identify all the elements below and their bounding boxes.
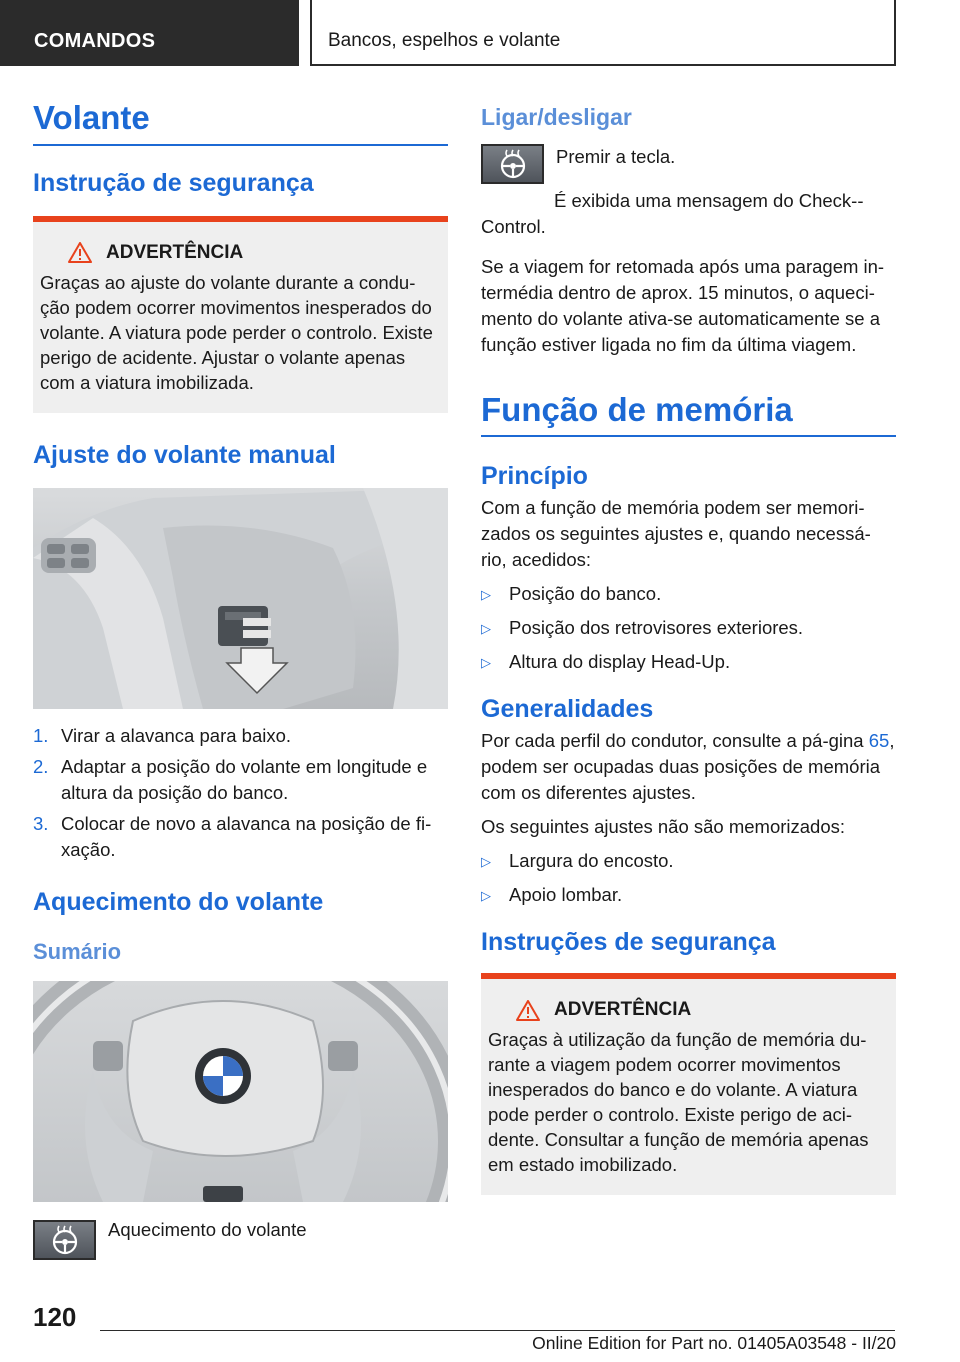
heating-heading: Aquecimento do volante [33, 887, 324, 916]
steering-wheel-image [33, 981, 448, 1202]
principle-list [481, 581, 896, 676]
bullet-triangle-icon: ▷ [481, 587, 491, 603]
warning-box-1 [33, 216, 448, 413]
principle-text: Com a função de memória podem ser memori-zados os seguintes ajustes e, quando necessá-rio, acedidos: [481, 497, 871, 571]
list-item: ▷ Posição do banco. [481, 581, 896, 608]
not-saved-text: Os seguintes ajustes não são memorizados: [481, 816, 846, 838]
warning-label-1: ADVERTÊNCIA [106, 241, 244, 263]
bullet-triangle-icon: ▷ [481, 888, 491, 904]
resume-text: Se a viagem for retomada após uma paragem in-termédia dentro de aprox. 15 minutos, o aqueci-mento do volante ativa-se automaticamente se a função estiver ligada no fim da última viagem. [481, 255, 885, 355]
onoff-instruction [481, 144, 896, 184]
safety-heading: Instrução de segurança [33, 168, 314, 197]
bullet-triangle-icon: ▷ [481, 621, 491, 637]
bullet-triangle-icon: ▷ [481, 854, 491, 870]
onoff-heading: Ligar/desligar [481, 104, 632, 130]
safety2-heading: Instruções de segurança [481, 928, 776, 957]
manual-adjust-heading: Ajuste do volante manual [33, 440, 336, 469]
check-control-text: É exibida uma mensagem do Check--Control. [481, 189, 864, 237]
warning-triangle-icon [516, 1000, 540, 1021]
page-number: 120 [33, 1302, 77, 1332]
steering-heating-button-icon [33, 1220, 96, 1260]
list-item: ▷ Altura do display Head-Up. [481, 649, 896, 676]
general-heading: Generalidades [481, 695, 654, 724]
header-section: COMANDOS [0, 0, 299, 66]
step-item: 3. Colocar de novo a alavanca na posição de fi-xação. [33, 812, 432, 860]
page-title-volante: Volante [33, 98, 448, 146]
left-column [33, 98, 448, 1260]
press-key-text: Premir a tecla. [556, 145, 676, 167]
step-item: 2. Adaptar a posição do volante em longitude e altura da posição do banco. [33, 755, 428, 803]
not-saved-list [481, 848, 896, 909]
warning-box-2 [481, 973, 896, 1195]
summary-heading: Sumário [33, 938, 122, 964]
header-chapter: Bancos, espelhos e volante [310, 0, 896, 66]
list-item: ▷ Apoio lombar. [481, 882, 896, 909]
adjust-steps-list [33, 723, 448, 863]
heating-caption: Aquecimento do volante [108, 1218, 307, 1240]
warning-text-1: Graças ao ajuste do volante durante a condu-ção podem ocorrer movimentos inesperados do volante. A viatura pode perder o controlo. Existe perigo de acidente. Ajustar o volante apenas com a viatura imobilizada. [40, 271, 433, 393]
bullet-triangle-icon: ▷ [481, 655, 491, 671]
page-link[interactable]: 65 [868, 730, 890, 752]
list-item: ▷ Largura do encosto. [481, 848, 896, 875]
list-item: ▷ Posição dos retrovisores exteriores. [481, 615, 896, 642]
warning-text-2: Graças à utilização da função de memória du-rante a viagem podem ocorrer movimentos inesperados do banco e do volante. A viatura pode perder o controlo. Existe perigo de aci-dente. Consultar a função de memória apenas em estado imobilizado. [488, 1029, 869, 1176]
general-text: Por cada perfil do condutor, consulte a pá-gina 65, podem ser ocupadas duas posições de memória com os diferentes ajustes. [481, 730, 895, 804]
step-item: 1. Virar a alavanca para baixo. [33, 724, 292, 746]
heating-button-caption [33, 1218, 448, 1260]
footer-edition: Online Edition for Part no. 01405A03548 - II/20 [532, 1333, 896, 1353]
warning-triangle-icon [68, 242, 92, 263]
principle-heading: Princípio [481, 462, 588, 491]
warning-label-2: ADVERTÊNCIA [554, 999, 692, 1021]
steering-column-lever-image [33, 488, 448, 709]
steering-heating-key-icon [481, 144, 544, 184]
memory-function-title: Função de memória [481, 390, 896, 438]
footer-rule [100, 1330, 895, 1331]
right-column [481, 104, 896, 1195]
